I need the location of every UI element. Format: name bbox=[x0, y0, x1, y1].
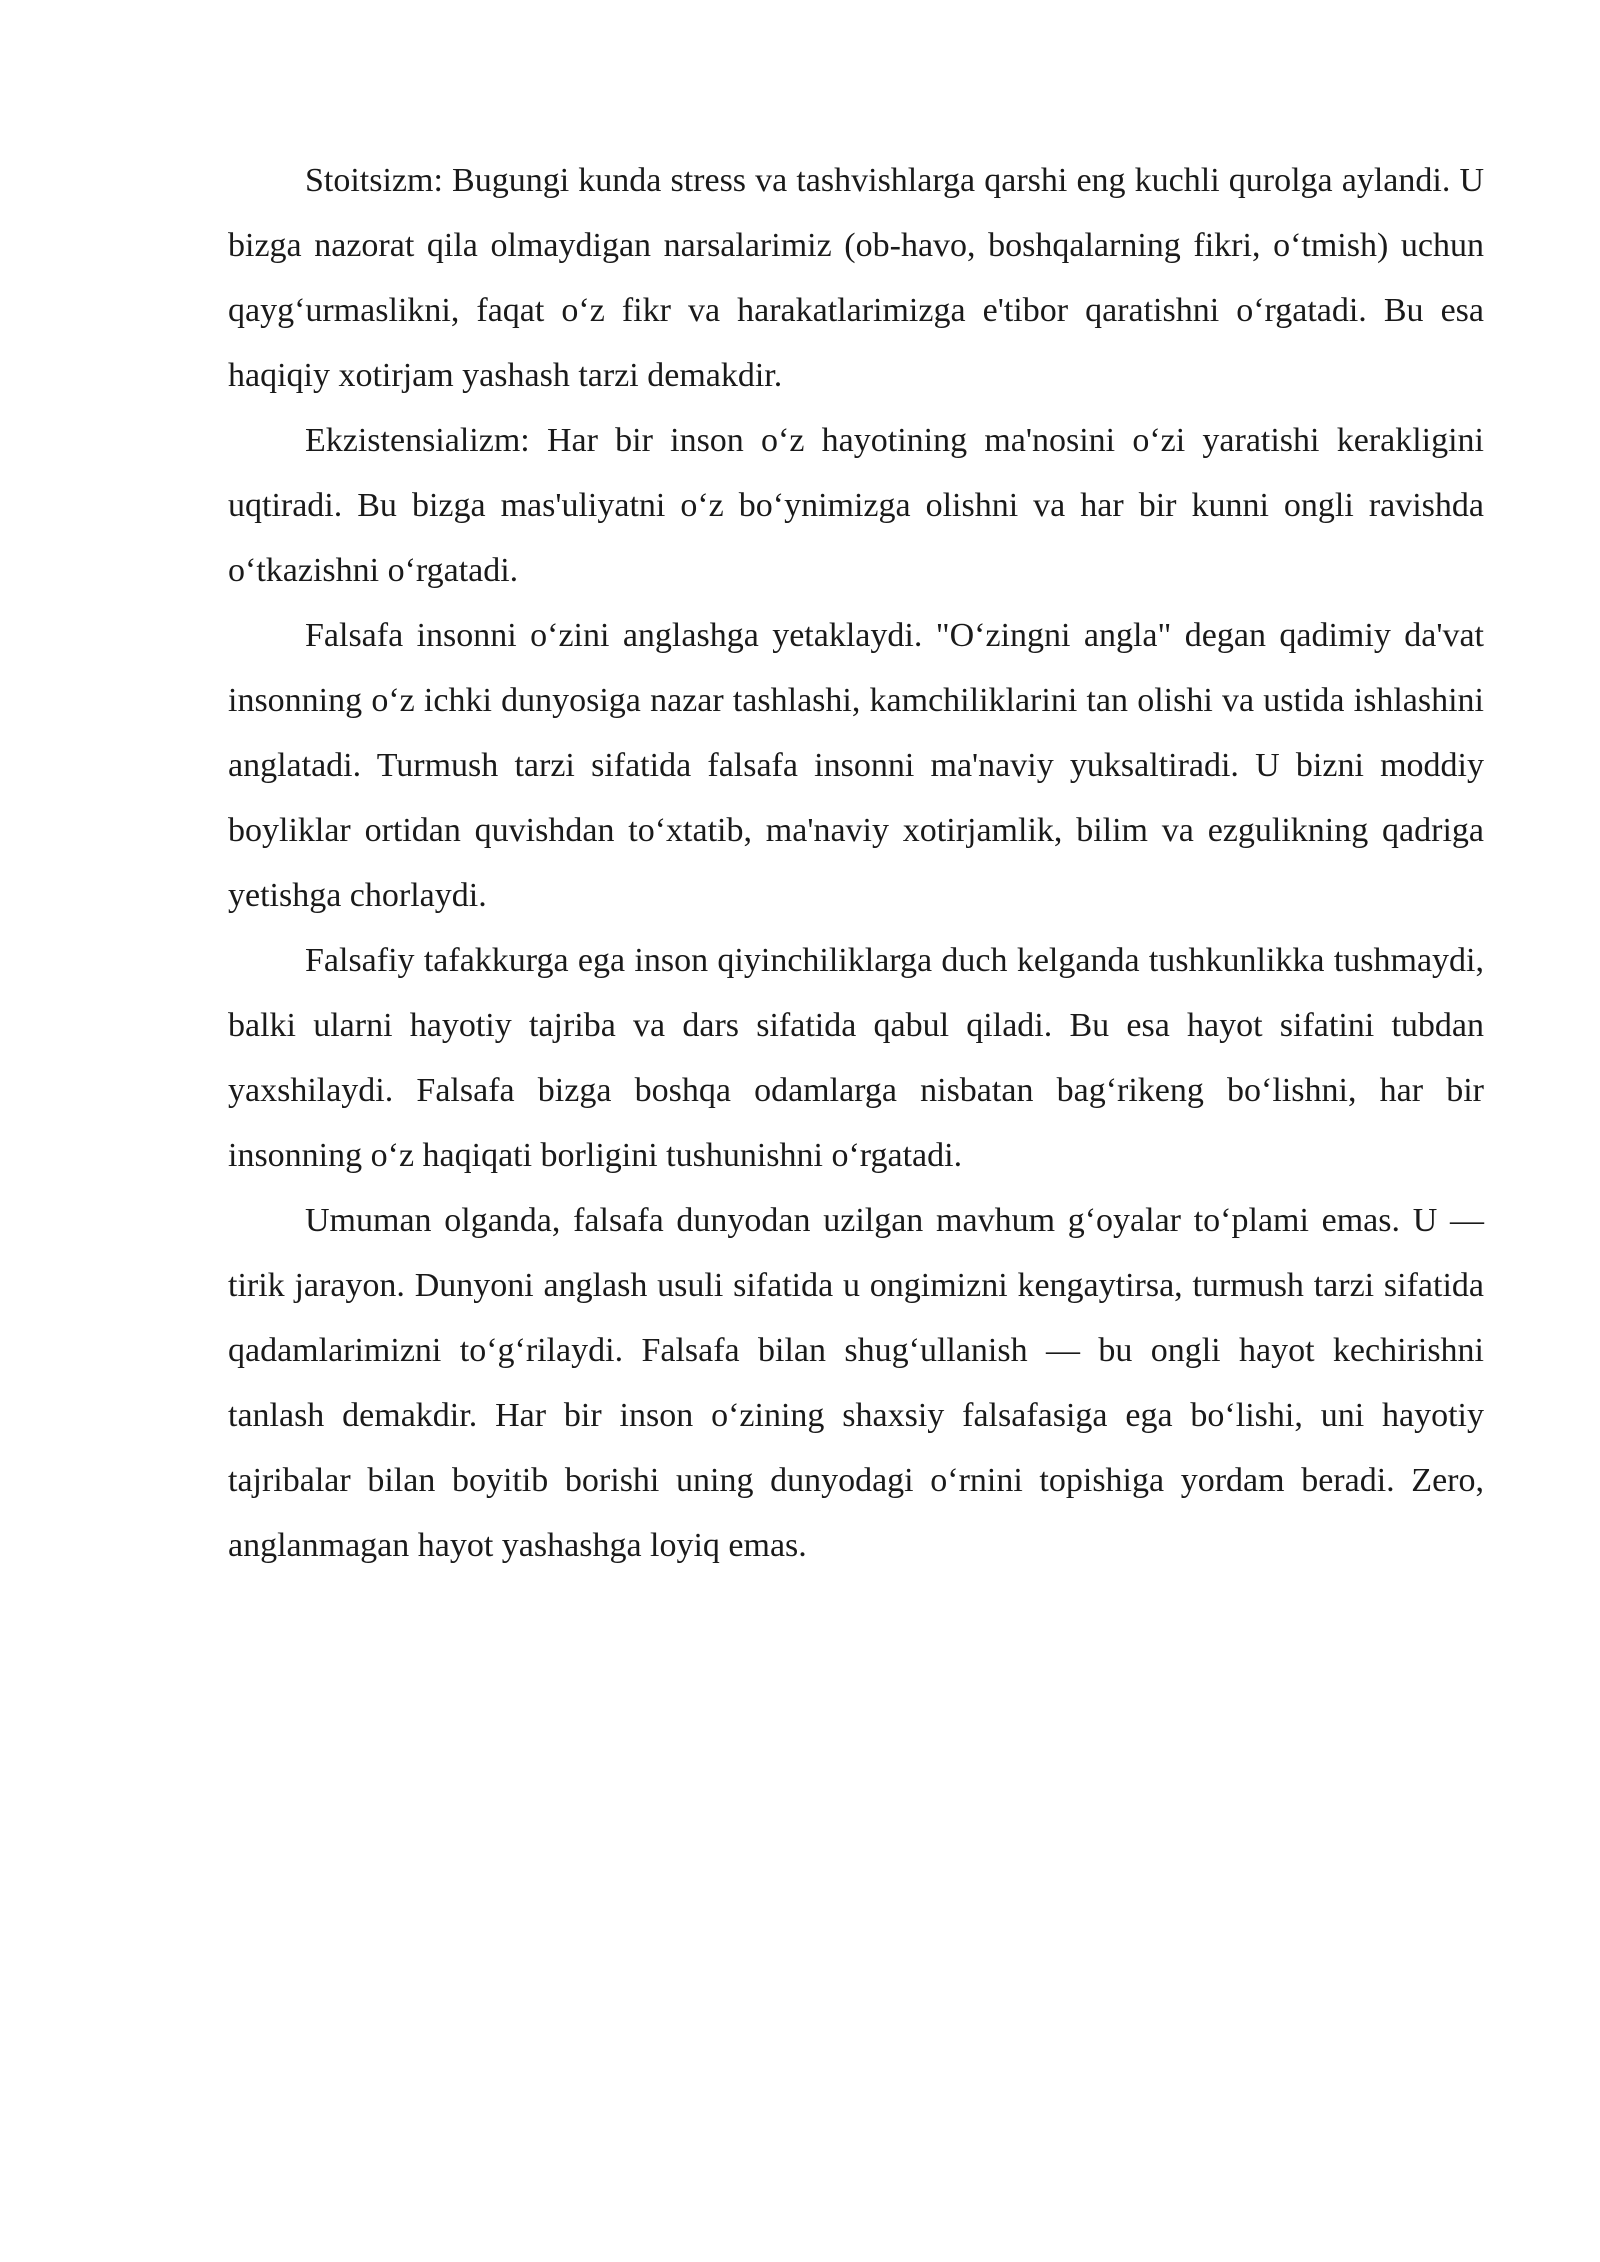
paragraph-self-knowledge: Falsafa insonni o‘zini anglashga yetaklaydi. "O‘zingni angla" degan qadimiy da'vat insonning o‘z ichki dunyosiga nazar tashlashi, kamchiliklarini tan olishi va ustida ishlashini anglatadi. Turmush tarzi sifatida falsafa insonni ma'naviy yuksaltiradi. U bizni moddiy boyliklar ortidan quvishdan to‘xtatib, ma'naviy xotirjamlik, bilim va ezgulikning qadriga yetishga chorlaydi. bbox=[228, 617, 1484, 914]
document-body bbox=[228, 148, 1484, 1578]
paragraph-existentialism: Ekzistensializm: Har bir inson o‘z hayotining ma'nosini o‘zi yaratishi kerakligini uqtiradi. Bu bizga mas'uliyatni o‘z bo‘ynimizga olishni va har bir kunni ongli ravishda o‘tkazishni o‘rgatadi. bbox=[228, 422, 1484, 589]
paragraph-stoicism: Stoitsizm: Bugungi kunda stress va tashvishlarga qarshi eng kuchli qurolga aylandi. U bizga nazorat qila olmaydigan narsalarimiz (ob-havo, boshqalarning fikri, o‘tmish) uchun qayg‘urmaslikni, faqat o‘z fikr va harakatlarimizga e'tibor qaratishni o‘rgatadi. Bu esa haqiqiy xotirjam yashash tarzi demakdir. bbox=[228, 162, 1484, 394]
paragraph-conclusion: Umuman olganda, falsafa dunyodan uzilgan mavhum g‘oyalar to‘plami emas. U — tirik jarayon. Dunyoni anglash usuli sifatida u ongimizni kengaytirsa, turmush tarzi sifatida qadamlarimizni to‘g‘rilaydi. Falsafa bilan shug‘ullanish — bu ongli hayot kechirishni tanlash demakdir. Har bir inson o‘zining shaxsiy falsafasiga ega bo‘lishi, uni hayotiy tajribalar bilan boyitib borishi uning dunyodagi o‘rnini topishiga yordam beradi. Zero, anglanmagan hayot yashashga loyiq emas. bbox=[228, 1202, 1484, 1564]
paragraph-philosophical-thinking: Falsafiy tafakkurga ega inson qiyinchiliklarga duch kelganda tushkunlikka tushmaydi, balki ularni hayotiy tajriba va dars sifatida qabul qiladi. Bu esa hayot sifatini tubdan yaxshilaydi. Falsafa bizga boshqa odamlarga nisbatan bag‘rikeng bo‘lishni, har bir insonning o‘z haqiqati borligini tushunishni o‘rgatadi. bbox=[228, 942, 1484, 1174]
